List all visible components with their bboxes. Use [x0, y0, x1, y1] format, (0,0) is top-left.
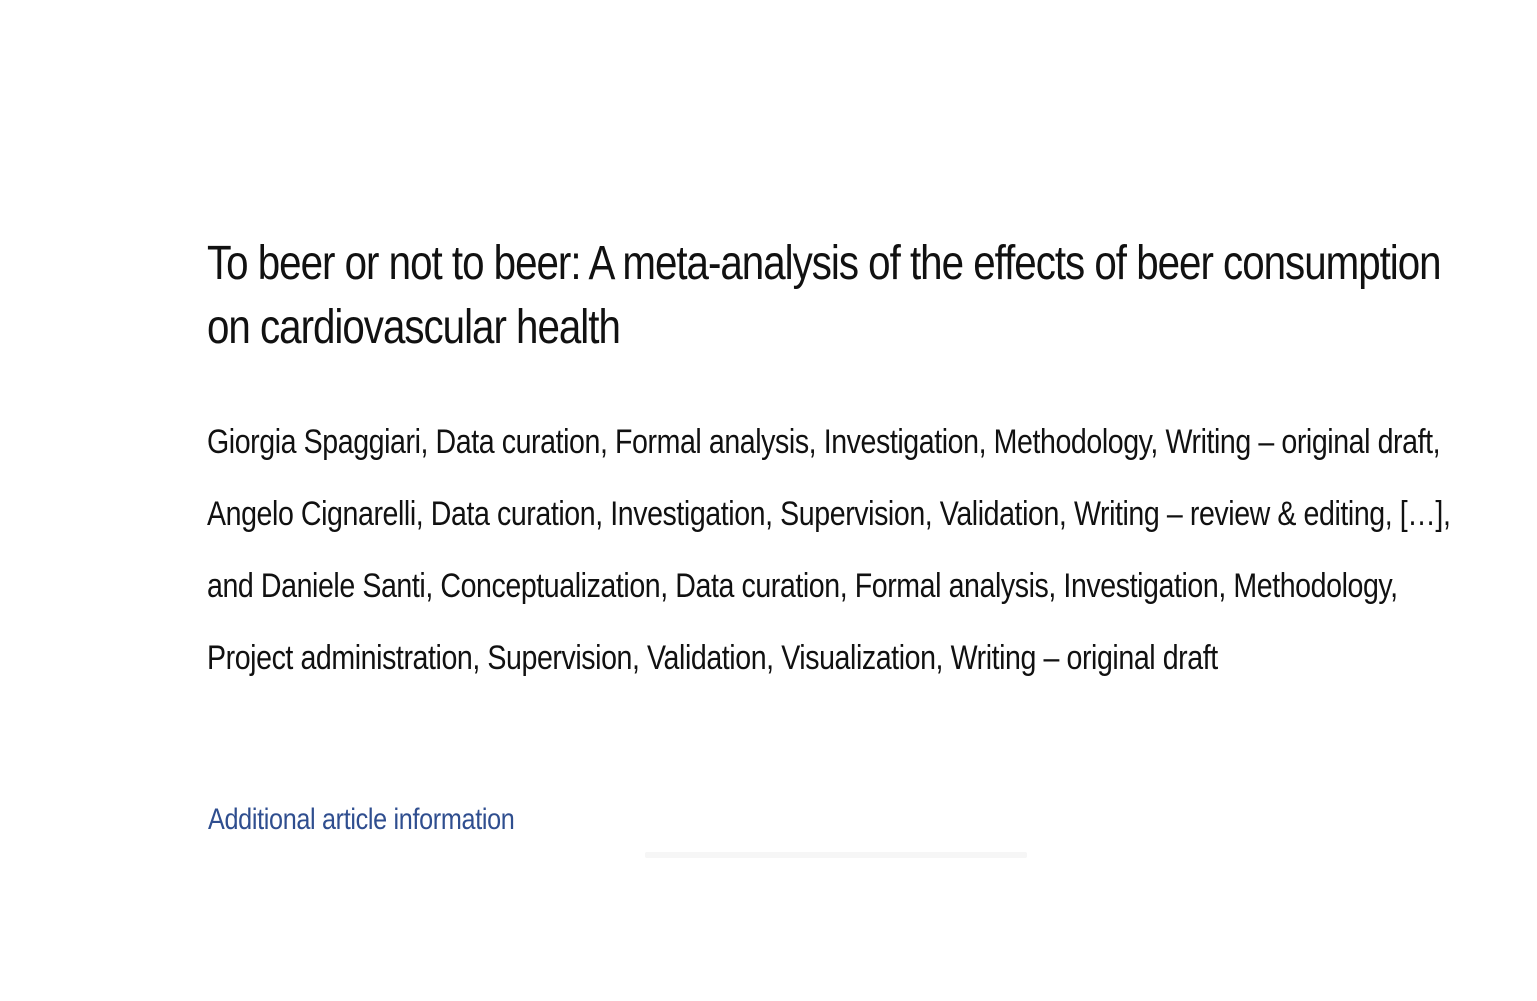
article-title: To beer or not to beer: A meta-analysis of the effects of beer consumption on cardiovascular health	[207, 237, 1441, 354]
divider	[645, 852, 1027, 858]
additional-article-information-link[interactable]: Additional article information	[208, 803, 515, 836]
article-header	[207, 232, 1467, 694]
author-list: Giorgia Spaggiari, Data curation, Formal analysis, Investigation, Methodology, Writing – original draft, Angelo Cignarelli, Data curation, Investigation, Supervision, Validation, Writing – review & editing, […], and Daniele Santi, Conceptualization, Data curation, Formal analysis, Investigation, Methodology, Project administration, Supervision, Validation, Visualization, Writing – original draft	[207, 423, 1451, 677]
